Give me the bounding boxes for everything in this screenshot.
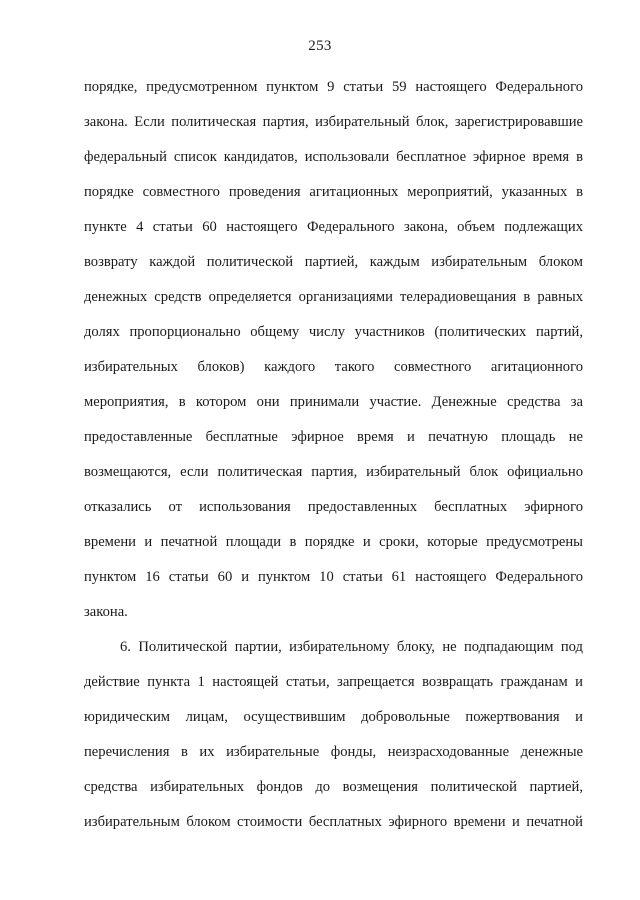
- text-line: закона. Если политическая партия, избирательный блок, зарегистрировавшие: [84, 114, 583, 130]
- text-line: порядке совместного проведения агитационных мероприятий, указанных в: [84, 184, 583, 200]
- text-line: предоставленные бесплатные эфирное время и печатную площадь не: [84, 429, 583, 445]
- text-line: пунктом 16 статьи 60 и пунктом 10 статьи 61 настоящего Федерального: [84, 569, 583, 585]
- text-line: юридическим лицам, осуществившим добровольные пожертвования и: [84, 709, 583, 725]
- paragraph-6-first-line: 6. Политической партии, избирательному блоку, не подпадающим под: [120, 639, 583, 655]
- text-line: средства избирательных фондов до возмещения политической партией,: [84, 779, 583, 795]
- text-line: пункте 4 статьи 60 настоящего Федерального закона, объем подлежащих: [84, 219, 583, 235]
- text-line: возврату каждой политической партией, каждым избирательным блоком: [84, 254, 583, 270]
- text-line: перечисления в их избирательные фонды, неизрасходованные денежные: [84, 744, 583, 760]
- text-line: возмещаются, если политическая партия, избирательный блок официально: [84, 464, 583, 480]
- text-line: избирательных блоков) каждого такого совместного агитационного: [84, 359, 583, 375]
- text-line: долях пропорционально общему числу участников (политических партий,: [84, 324, 583, 340]
- text-line: избирательным блоком стоимости бесплатных эфирного времени и печатной: [84, 814, 583, 830]
- text-line: закона.: [84, 604, 128, 620]
- text-line: действие пункта 1 настоящей статьи, запрещается возвращать гражданам и: [84, 674, 583, 690]
- text-line: денежных средств определяется организациями телерадиовещания в равных: [84, 289, 583, 305]
- text-line: порядке, предусмотренном пунктом 9 статьи 59 настоящего Федерального: [84, 79, 583, 95]
- page-number: 253: [308, 38, 332, 54]
- text-line: федеральный список кандидатов, использовали бесплатное эфирное время в: [84, 149, 583, 165]
- text-line: времени и печатной площади в порядке и сроки, которые предусмотрены: [84, 534, 583, 550]
- text-line: отказались от использования предоставленных бесплатных эфирного: [84, 499, 583, 515]
- text-line: мероприятия, в котором они принимали участие. Денежные средства за: [84, 394, 583, 410]
